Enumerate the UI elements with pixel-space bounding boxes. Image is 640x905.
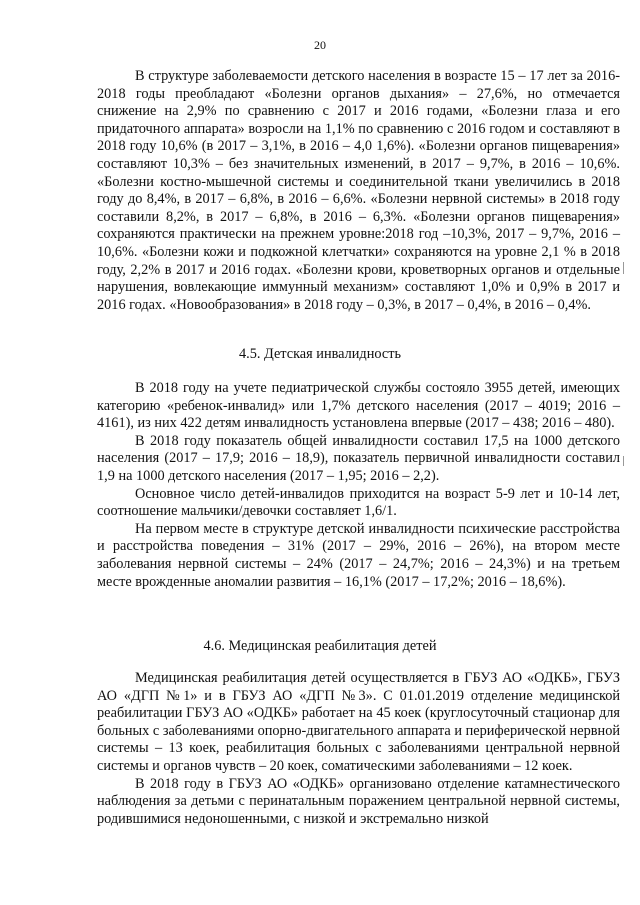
scan-mark xyxy=(623,262,624,274)
page-number: 20 xyxy=(314,38,326,52)
morbidity-text xyxy=(97,68,620,314)
paragraph: Медицинская реабилитация детей осуществляется в ГБУЗ АО «ОДКБ», ГБУЗ АО «ДГП №1» и в ГБУЗ АО «ДГП №3». С 01.01.2019 отделение медицинской реабилитации ГБУЗ АО «ОДКБ» работает на 45 коек (круглосуточный стационар для больных с заболеваниями опорно-двигательного аппарата и периферической нервной системы – 13 коек, реабилитация больных с заболеваниями центральной нервной системы и органов чувств – 20 коек, соматическими заболеваниями – 12 коек. xyxy=(97,670,620,774)
paragraph: В 2018 году в ГБУЗ АО «ОДКБ» организовано отделение катамнестического наблюдения за детьми с перинатальным поражением центральной нервной системы, родившимися недоношенными, с низкой и экстремально низкой xyxy=(97,775,620,827)
paragraph: Основное число детей-инвалидов приходится на возраст 5-9 лет и 10-14 лет, соотношение мальчики/девочки составляет 1,6/1. xyxy=(97,485,620,520)
paragraph: На первом месте в структуре детской инвалидности психические расстройства и расстройства поведения – 31% (2017 – 29%, 2016 – 26%), на втором месте заболевания нервной системы – 24% (2017 – 24,7%; 2016 – 24,3%) и на третьем месте врожденные аномалии развития – 16,1% (2017 – 17,2%; 2016 – 18,6%). xyxy=(97,520,620,590)
disability-text xyxy=(97,380,620,591)
paragraph: В 2018 году на учете педиатрической службы состояло 3955 детей, имеющих категорию «ребенок-инвалид» или 1,7% детского населения (2017 – 4019; 2016 – 4161), из них 422 детям инвалидность установлена впервые (2017 – 438; 2016 – 480). xyxy=(97,380,620,432)
section-heading-rehab: 4.6. Медицинская реабилитация детей xyxy=(203,638,437,654)
scan-mark xyxy=(623,456,624,466)
section-heading-disability: 4.5. Детская инвалидность xyxy=(239,346,401,362)
paragraph: В структуре заболеваемости детского населения в возрасте 15 – 17 лет за 2016-2018 годы преобладают «Болезни органов дыхания» – 27,6%, но отмечается снижение на 2,9% по сравнению с 2017 и 2016 годами, «Болезни глаза и его придаточного аппарата» возросли на 1,1% по сравнению с 2016 годом и составляют в 2018 году 10,6% (в 2017 – 3,1%, в 2016 – 4,0 1,6%). «Болезни органов пищеварения» составляют 10,3% – без значительных изменений, в 2017 – 9,7%, в 2016 – 10,6%. «Болезни костно-мышечной системы и соединительной ткани увеличились в 2018 году до 8,4%, в 2017 – 6,8%, в 2016 – 6,6%. «Болезни нервной системы» в 2018 году составили 8,2%, в 2017 – 6,8%, в 2016 – 6,3%. «Болезни органов пищеварения» сохраняются практически на прежнем уровне:2018 год –10,3%, 2017 – 9,7%, 2016 – 10,6%. «Болезни кожи и подкожной клетчатки» сохраняются на уровне 2,1 % в 2018 году, 2,2% в 2017 и 2016 годах. «Болезни крови, кроветворных органов и отдельные нарушения, вовлекающие иммунный механизм» составляют 1,0% и 0,9% в 2017 и 2016 годах. «Новообразования» в 2018 году – 0,3%, в 2017 – 0,4%, в 2016 – 0,4%. xyxy=(97,68,620,313)
rehab-text xyxy=(97,670,620,828)
paragraph: В 2018 году показатель общей инвалидности составил 17,5 на 1000 детского населения (2017 – 17,9; 2016 – 18,9), показатель первичной инвалидности составил 1,9 на 1000 детского населения (2017 – 1,95; 2016 – 2,2). xyxy=(97,432,620,484)
